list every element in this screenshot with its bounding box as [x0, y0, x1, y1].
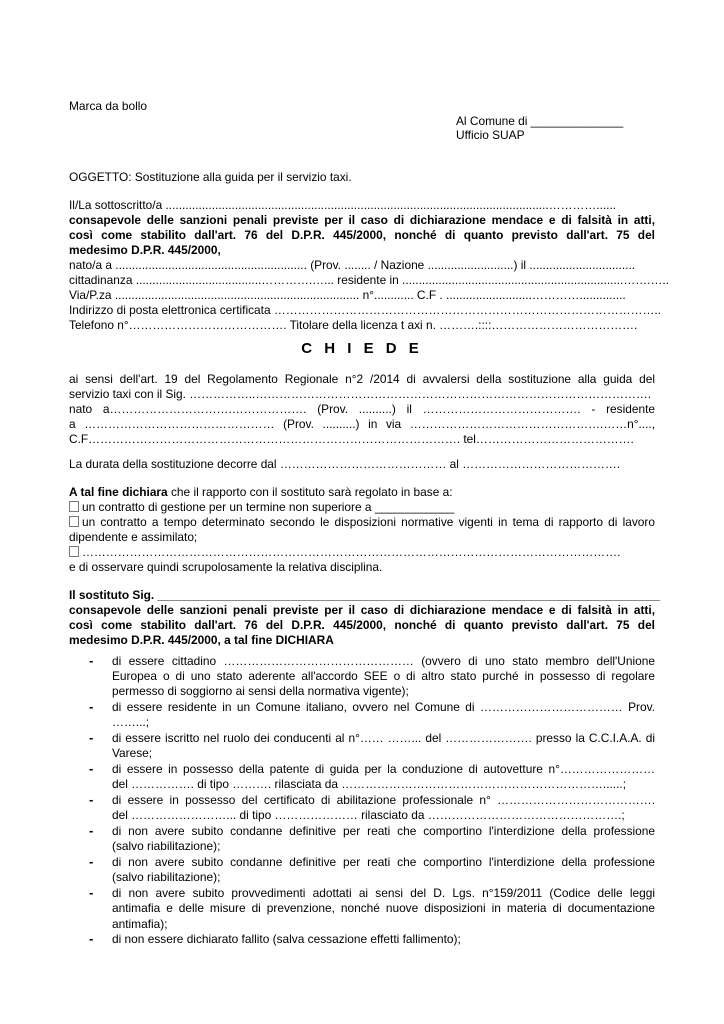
- declaration-item-line: di non avere subito condanne definitive per reati che comportino l'interdizione della professione: [112, 855, 655, 870]
- declaration-item-line: di essere in possesso del certificato di abilitazione professionale n° ………………………………….: [112, 793, 655, 808]
- substitute-blank: ____________________________________________________________________________: [157, 588, 661, 602]
- awareness-line-3: medesimo D.P.R. 445/2000,: [69, 243, 221, 257]
- awareness-line-1: consapevole delle sanzioni penali previste per il caso di dichiarazione mendace e di falsità in atti,: [69, 213, 655, 227]
- declaration-item-line: Europea o di uno stato aderente all'accordo SEE o di altro stato purché in possesso di regolare: [112, 669, 655, 684]
- declaration-item-line: di essere iscritto nel ruolo dei conducenti al n°…… ……... del …………………. presso la C.C.I.A.A. di: [112, 731, 655, 746]
- option-fixed-term-contract: [69, 514, 655, 530]
- declaration-item-line: (salvo riabilitazione);: [112, 870, 221, 885]
- declaration-item-line: di non essere dichiarato fallito (salva cessazione effetti fallimento);: [112, 932, 461, 947]
- checkbox-icon[interactable]: [69, 501, 79, 512]
- substitute-awareness-2: così come stabilito dall'art. 76 del D.P.R. 445/2000, nonché di quanto previsto dall'art. 75 del: [69, 618, 655, 632]
- request-heading: C H I E D E: [301, 340, 423, 357]
- phone-license-line: Telefono n°…………………………………. Titolare della licenza t axi n. ……….::::……………………………….: [69, 318, 638, 332]
- relationship-lead-bold: A tal fine dichiara: [69, 485, 168, 499]
- declaration-item-line: permesso di soggiorno ai sensi della normativa vigente);: [112, 684, 409, 699]
- address-line: Via/P.za .......................................................................... n°............ C.F . ..........................…………..............: [69, 288, 626, 302]
- relationship-lead-rest: che il rapporto con il sostituto sarà regolato in base a:: [167, 485, 453, 499]
- declaration-item-line: ……...;: [112, 715, 149, 730]
- addressee-office: Ufficio SUAP: [456, 128, 525, 142]
- declaration-item-line: antimafia);: [112, 916, 168, 931]
- declaration-item-line: (salvo riabilitazione);: [112, 839, 221, 854]
- bullet-dash-icon: -: [89, 730, 94, 746]
- request-line-4: a ………………………………………… (Prov. ..........) in via ………………………………………….……n°....,: [69, 417, 655, 431]
- checkbox-icon[interactable]: [69, 516, 79, 527]
- declaration-item-line: di essere in possesso della patente di guida per la conduzione di autovetture n°……………………: [112, 762, 655, 777]
- bullet-dash-icon: -: [89, 792, 94, 808]
- option-label: un contratto di gestione per un termine non superiore a ____________: [82, 500, 455, 514]
- declaration-item-line: di essere residente in un Comune italiano, ovvero nel Comune di ……………………………… Prov.: [112, 700, 655, 715]
- option-other: [69, 544, 620, 560]
- bullet-dash-icon: -: [89, 761, 94, 777]
- bullet-dash-icon: -: [89, 854, 94, 870]
- substitute-awareness-1: consapevole delle sanzioni penali previste per il caso di dichiarazione mendace e di falsità in atti,: [69, 603, 655, 617]
- declaration-item-line: di non avere subito condanne definitive per reati che comportino l'interdizione della professione: [112, 824, 655, 839]
- request-line-1: ai sensi dell'art. 19 del Regolamento Regionale n°2 /2014 di avvalersi della sostituzione alla guida del: [69, 372, 655, 386]
- checkbox-icon[interactable]: [69, 546, 79, 557]
- relationship-closing: e di osservare quindi scrupolosamente la relativa disciplina.: [69, 560, 383, 574]
- duration-line: La durata della sostituzione decorre dal …………………………………… al ………………………………….: [69, 457, 621, 471]
- option-management-contract: [69, 499, 454, 515]
- declaration-item-line: di non avere subito provvedimenti adottati ai sensi del D. Lgs. n°159/2011 (Codice delle leggi: [112, 886, 655, 901]
- bullet-dash-icon: -: [89, 699, 94, 715]
- declaration-item-line: del ……………………... di tipo ………………… rilasciato da ………………………………………….;: [112, 808, 625, 823]
- pec-line: Indirizzo di posta elettronica certificata ……………………………………………………………………………………..: [69, 303, 661, 317]
- substitute-label: Il sostituto Sig.: [69, 588, 158, 602]
- birth-line: nato/a a .......................................................... (Prov. ........ / Nazione ..........................) il ................................: [69, 258, 636, 272]
- request-line-2: servizio taxi con il Sig. ……………..……………………………………………………………………………………….: [69, 387, 652, 401]
- request-line-3: nato a………………………….………………. (Prov. ..........) il …………………………………. - residente: [69, 402, 655, 416]
- option-fixed-term-contract-cont: dipendente e assimilato;: [69, 530, 198, 544]
- declaration-item-line: del ……………. di tipo ………. rilasciata da …………………………………………………………......;: [112, 777, 627, 792]
- declaration-item-line: antimafia e delle misure di prevenzione, nonché nuove disposizioni in materia di documentazione: [112, 901, 655, 916]
- relationship-lead: [69, 484, 453, 500]
- request-line-5: C.F…………………………………………………………………………………. tel………………………………….: [69, 432, 634, 446]
- option-label: un contratto a tempo determinato secondo le disposizioni normative vigenti in tema di rapporto di lavoro: [82, 515, 655, 529]
- declaration-item-line: di essere cittadino ………………………………………… (ovvero di uno stato membro dell'Unione: [112, 654, 655, 668]
- substitute-name-line: [69, 587, 660, 603]
- declaration-item-line: Varese;: [112, 746, 153, 761]
- addressee-comune: Al Comune di ______________: [456, 114, 624, 128]
- awareness-line-2: così come stabilito dall'art. 76 del D.P.R. 445/2000, nonché di quanto previsto dall'art. 75 del: [69, 228, 655, 242]
- bullet-dash-icon: -: [89, 885, 94, 901]
- option-label: ……………………………………………………………………………………………………………………….: [82, 545, 621, 559]
- bullet-dash-icon: -: [89, 823, 94, 839]
- citizenship-line: cittadinanza ......................................………….…... residente in ...................................................................…….…..: [69, 273, 669, 287]
- substitute-awareness-3: medesimo D.P.R. 445/2000, a tal fine DICHIARA: [69, 633, 334, 647]
- bullet-dash-icon: -: [89, 653, 94, 668]
- marca-da-bollo: Marca da bollo: [69, 99, 147, 113]
- declarant-name-line: Il/La sottoscritto/a ....................................................................................................................…………......: [69, 198, 617, 212]
- subject-line: OGGETTO: Sostituzione alla guida per il servizio taxi.: [69, 170, 352, 184]
- bullet-dash-icon: -: [89, 931, 94, 947]
